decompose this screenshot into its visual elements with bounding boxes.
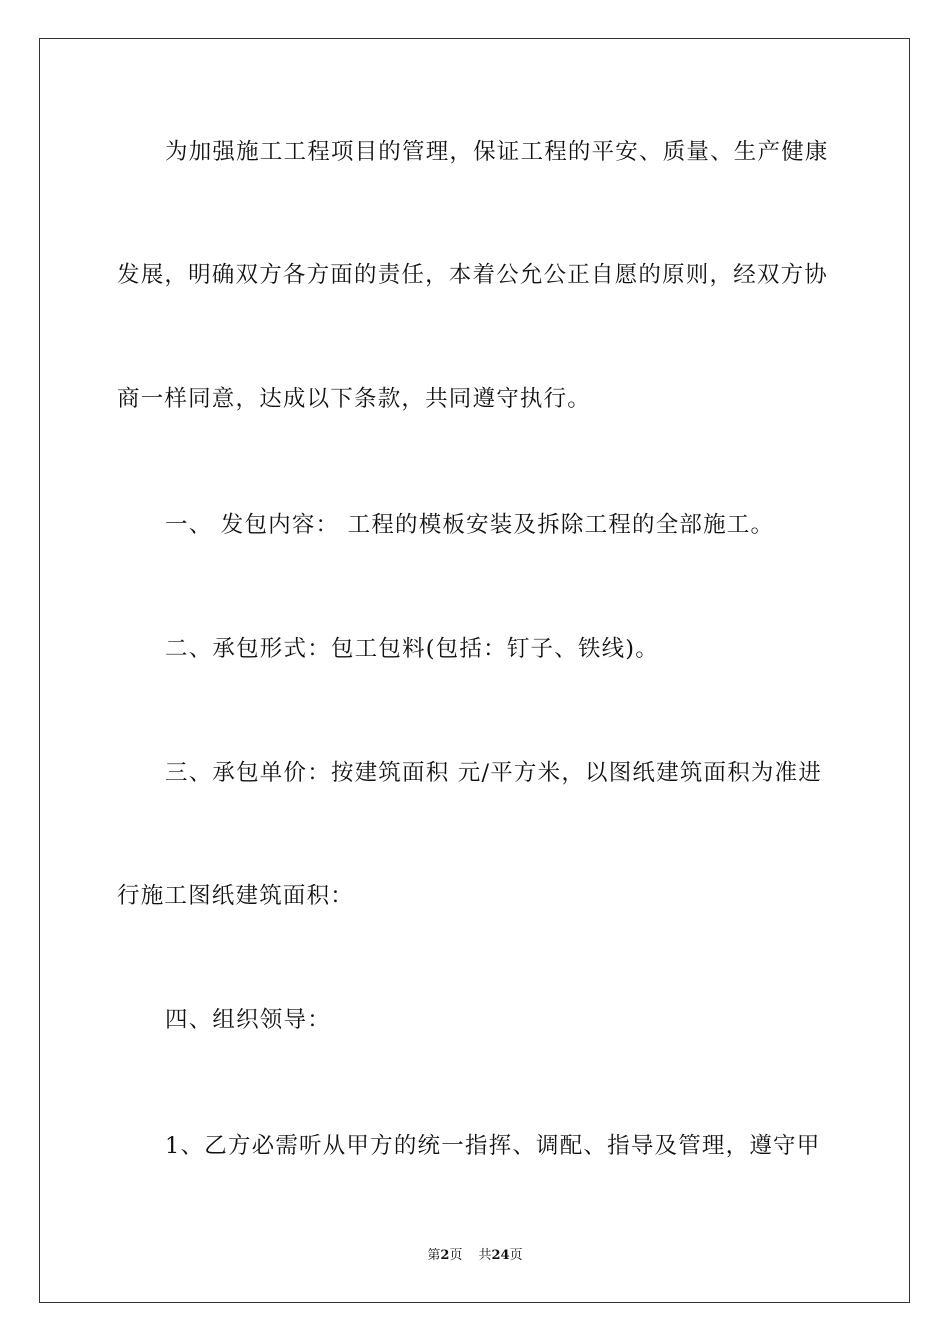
footer-page-suffix: 页 bbox=[449, 1248, 463, 1263]
page-border bbox=[39, 38, 910, 1303]
paragraph-line-3: 商一样同意，达成以下条款，共同遵守执行。 bbox=[117, 386, 592, 412]
footer-total-prefix: 共 bbox=[478, 1248, 492, 1263]
page-footer bbox=[0, 1247, 950, 1265]
clause-2-contract-form: 二、承包形式：包工包料(包括：钉子、铁线)。 bbox=[165, 636, 659, 662]
footer-total-suffix: 页 bbox=[509, 1248, 523, 1263]
clause-3-unit-price: 三、承包单价：按建筑面积 元/平方米，以图纸建筑面积为准进 bbox=[165, 760, 823, 786]
clause-3-continuation: 行施工图纸建筑面积： bbox=[117, 883, 355, 909]
clause-4-item-1: 1、乙方必需听从甲方的统一指挥、调配、指导及管理，遵守甲 bbox=[165, 1133, 821, 1159]
clause-4-heading: 四、组织领导： bbox=[165, 1007, 331, 1033]
paragraph-line-1: 为加强施工工程项目的管理，保证工程的平安、质量、生产健康 bbox=[165, 139, 829, 165]
paragraph-line-2: 发展，明确双方各方面的责任，本着公允公正自愿的原则，经双方协 bbox=[117, 262, 829, 288]
footer-page-current: 2 bbox=[440, 1248, 450, 1263]
footer-page-total: 24 bbox=[491, 1248, 510, 1263]
footer-page-prefix: 第 bbox=[427, 1248, 441, 1263]
clause-1-content: 一、 发包内容： 工程的模板安装及拆除工程的全部施工。 bbox=[165, 512, 775, 538]
